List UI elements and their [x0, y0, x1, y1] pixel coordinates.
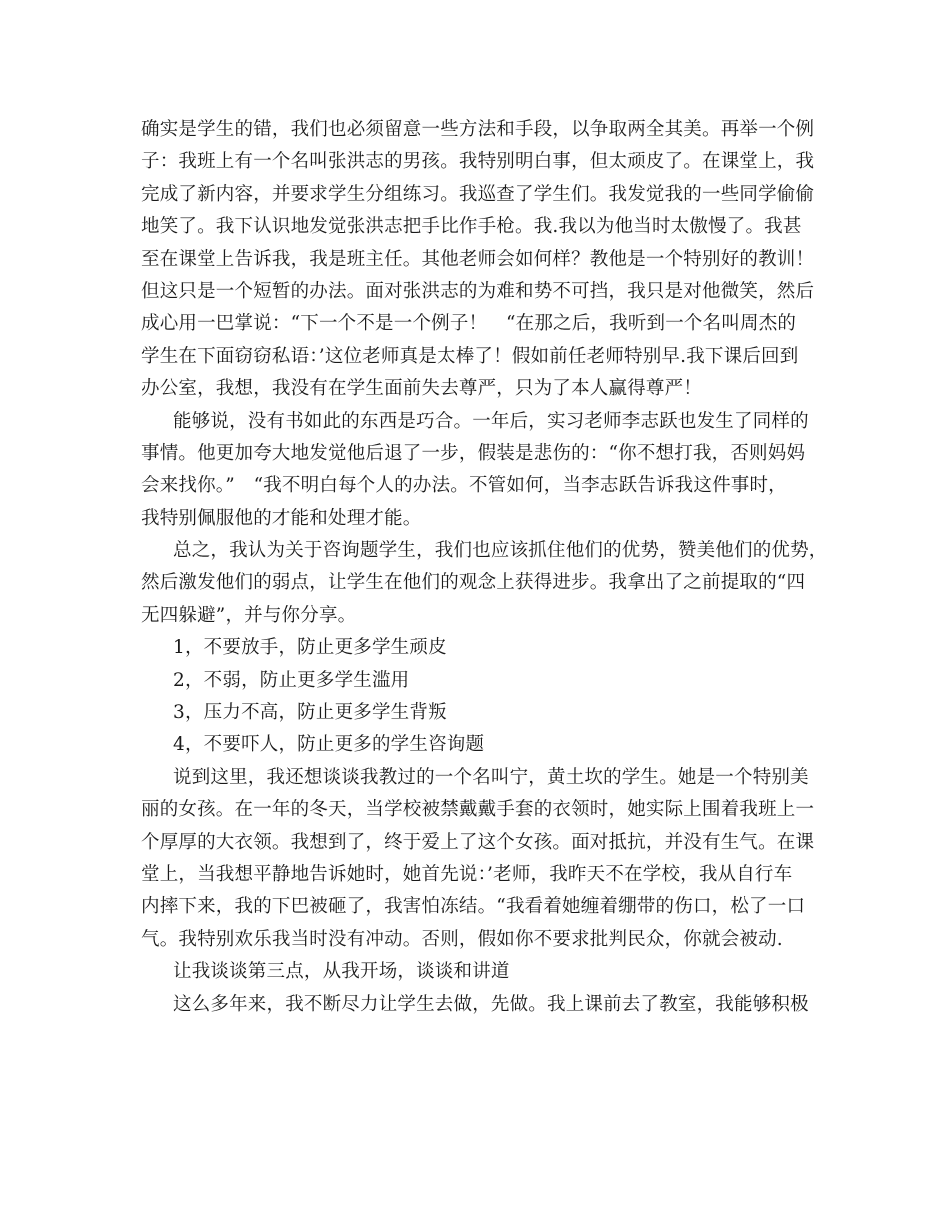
- text-line: 事情。他更加夸大地发觉他后退了一步，假装是悲伤的：“你不想打我，否则妈妈: [141, 442, 806, 464]
- paragraph-first-line: 说到这里，我还想谈谈我教过的一个名叫宁，黄土坎的学生。她是一个特别美: [173, 766, 809, 788]
- paragraph-first-line: 3，压力不高，防止更多学生背叛: [173, 702, 447, 724]
- text-line: 堂上，当我想平静地告诉她时，她首先说：’老师，我昨天不在学校，我从自行车: [141, 863, 793, 885]
- text-line: 无四躲避”，并与你分享。: [141, 604, 357, 626]
- paragraph-first-line: 2，不弱，防止更多学生滥用: [173, 669, 410, 691]
- text-line: 我特别佩服他的才能和处理才能。: [141, 507, 422, 529]
- text-line: 气。我特别欢乐我当时没有冲动。否则，假如你不要求批判民众，你就会被动.: [141, 928, 783, 950]
- text-line: 然后激发他们的弱点，让学生在他们的观念上获得进步。我拿出了之前提取的“四: [141, 572, 806, 594]
- text-line: 内摔下来，我的下巴被砸了，我害怕冻结。“我看着她缠着绷带的伤口，松了一口: [141, 896, 806, 918]
- paragraph-first-line: 让我谈谈第三点，从我开场，谈谈和讲道: [173, 961, 510, 983]
- text-line: 完成了新内容，并要求学生分组练习。我巡查了学生们。我发觉我的一些同学偷偷: [141, 183, 815, 205]
- text-line: 确实是学生的错，我们也必须留意一些方法和手段，以争取两全其美。再举一个例: [141, 119, 815, 140]
- text-line: 但这只是一个短暂的办法。面对张洪志的为难和势不可挡，我只是对他微笑，然后: [141, 280, 815, 302]
- paragraph-first-line: 总之，我认为关于咨询题学生，我们也应该抓住他们的优势，赞美他们的优势，: [173, 540, 828, 562]
- text-line: 办公室，我想，我没有在学生面前失去尊严，只为了本人赢得尊严！: [141, 378, 703, 400]
- paragraph-first-line: 4，不要吓人，防止更多的学生咨询题: [173, 734, 485, 756]
- text-line: 至在课堂上告诉我，我是班主任。其他老师会如何样？教他是一个特别好的教训！: [141, 248, 815, 270]
- paragraph-first-line: 能够说，没有书如此的东西是巧合。一年后，实习老师李志跃也发生了同样的: [173, 410, 809, 432]
- text-line: 学生在下面窃窃私语：’这位老师真是太棒了！假如前任老师特别早.我下课后回到: [141, 345, 799, 367]
- text-line: 地笑了。我下认识地发觉张洪志把手比作手枪。我.我以为他当时太傲慢了。我甚: [141, 216, 802, 238]
- text-line: 会来找你。” “我不明白每个人的办法。不管如何，当李志跃告诉我这件事时，: [141, 475, 787, 497]
- paragraph-first-line: 1，不要放手，防止更多学生顽皮: [173, 637, 447, 659]
- paragraph-first-line: 这么多年来，我不断尽力让学生去做，先做。我上课前去了教室，我能够积极: [173, 993, 809, 1015]
- text-line: 丽的女孩。在一年的冬天，当学校被禁戴戴手套的衣领时，她实际上围着我班上一: [141, 799, 815, 821]
- text-line: 子：我班上有一个名叫张洪志的男孩。我特别明白事，但太顽皮了。在课堂上，我: [141, 151, 815, 173]
- text-line: 个厚厚的大衣领。我想到了，终于爱上了这个女孩。面对抵抗，并没有生气。在课: [141, 831, 815, 853]
- body-text: [141, 114, 831, 1021]
- text-line: 成心用一巴掌说：“下一个不是一个例子！ “在那之后，我听到一个名叫周杰的: [141, 313, 797, 335]
